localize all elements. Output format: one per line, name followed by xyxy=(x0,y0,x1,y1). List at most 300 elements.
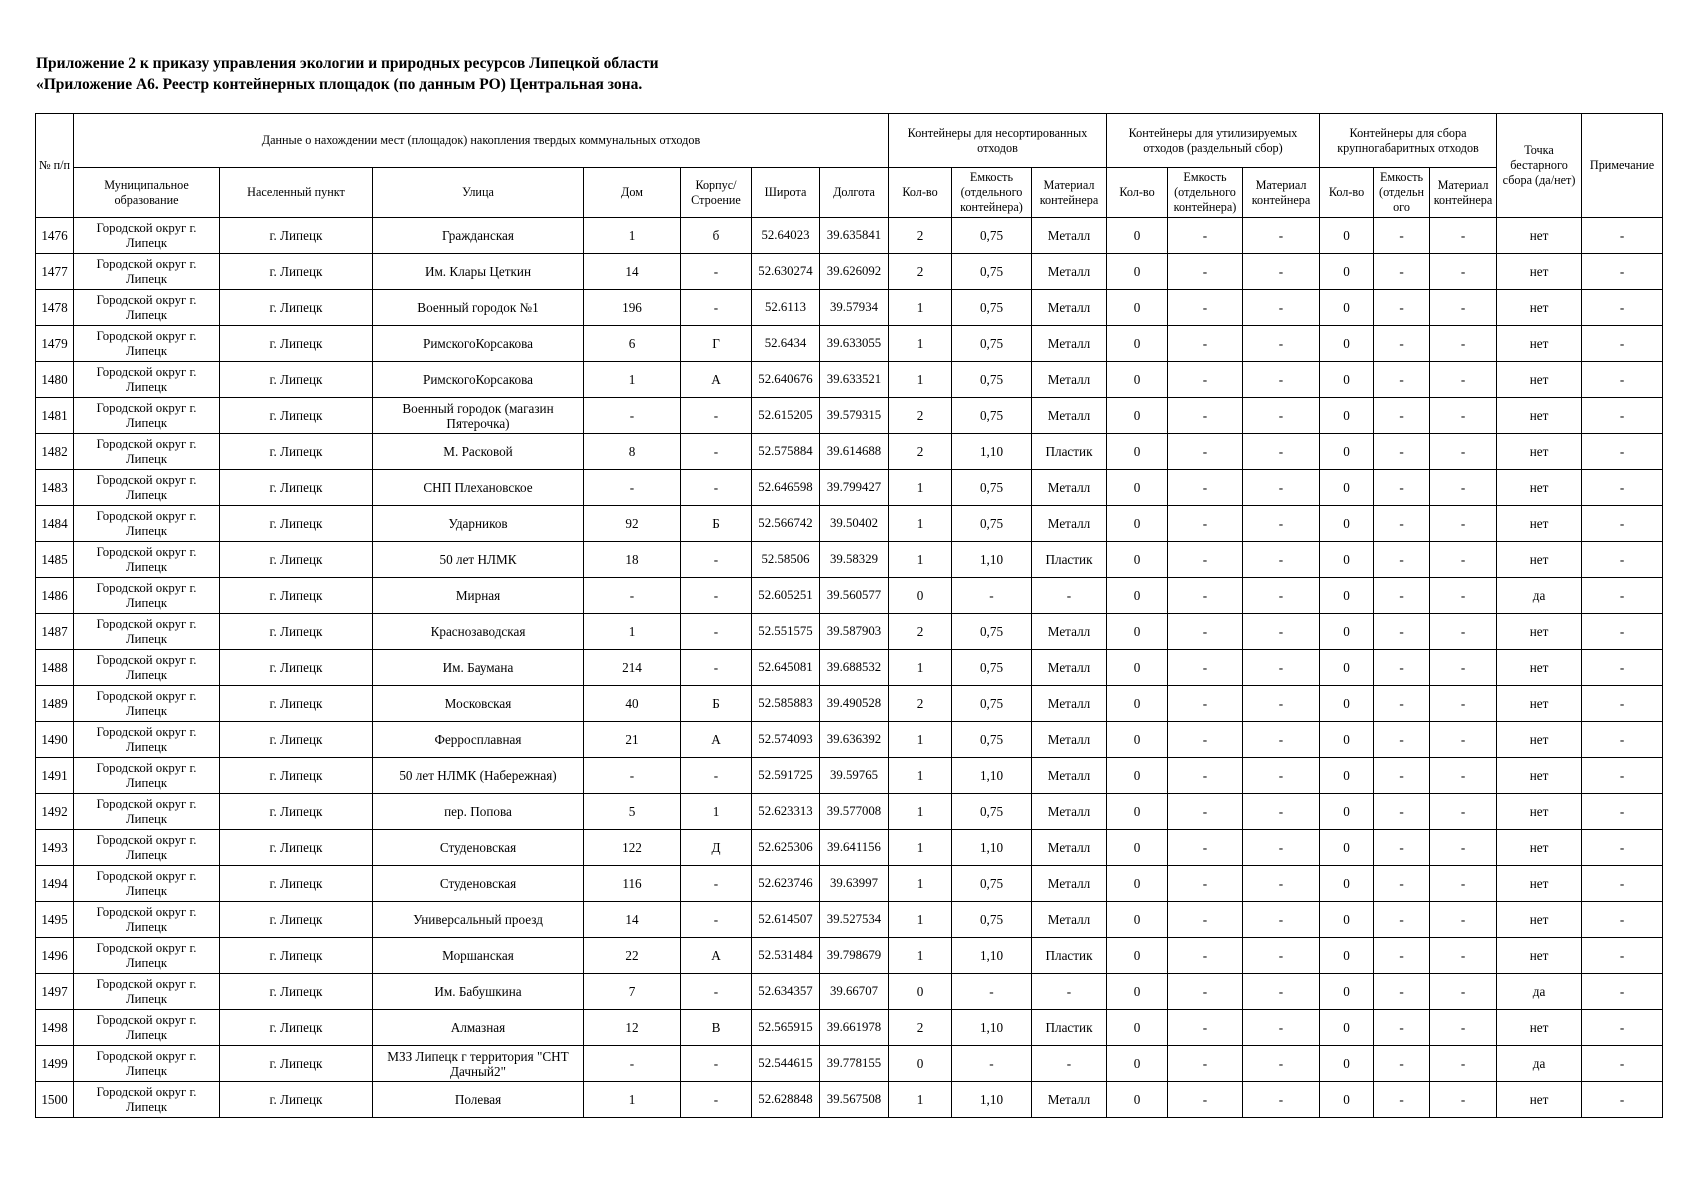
cell-recyclable-material: - xyxy=(1243,1046,1320,1082)
cell-building: б xyxy=(681,218,752,254)
cell-row-number: 1497 xyxy=(36,974,74,1010)
cell-note: - xyxy=(1582,938,1663,974)
cell-bulky-material: - xyxy=(1430,794,1497,830)
cell-settlement: г. Липецк xyxy=(220,614,373,650)
cell-recyclable-capacity: - xyxy=(1168,758,1243,794)
header-recyclable-capacity: Емкость (отдельного контейнера) xyxy=(1168,168,1243,218)
cell-recyclable-count: 0 xyxy=(1107,686,1168,722)
cell-note: - xyxy=(1582,974,1663,1010)
cell-settlement: г. Липецк xyxy=(220,722,373,758)
cell-row-number: 1494 xyxy=(36,866,74,902)
cell-house: 14 xyxy=(584,254,681,290)
cell-unsorted-capacity: 0,75 xyxy=(952,218,1032,254)
cell-house: - xyxy=(584,398,681,434)
table-row xyxy=(36,506,1663,542)
cell-unsorted-count: 2 xyxy=(889,1010,952,1046)
cell-recyclable-material: - xyxy=(1243,866,1320,902)
cell-bulky-capacity: - xyxy=(1374,614,1430,650)
cell-house: 6 xyxy=(584,326,681,362)
cell-recyclable-capacity: - xyxy=(1168,830,1243,866)
cell-bulky-capacity: - xyxy=(1374,578,1430,614)
cell-building: - xyxy=(681,290,752,326)
cell-building: Г xyxy=(681,326,752,362)
title-line-1: Приложение 2 к приказу управления экологии и природных ресурсов Липецкой области xyxy=(36,55,659,72)
table-row xyxy=(36,362,1663,398)
cell-row-number: 1488 xyxy=(36,650,74,686)
cell-house: 14 xyxy=(584,902,681,938)
table-row xyxy=(36,398,1663,434)
cell-municipality: Городской округ г. Липецк xyxy=(74,398,220,434)
cell-bulky-count: 0 xyxy=(1320,1046,1374,1082)
cell-recyclable-count: 0 xyxy=(1107,578,1168,614)
cell-longitude: 39.63997 xyxy=(820,866,889,902)
cell-house: 1 xyxy=(584,218,681,254)
cell-row-number: 1477 xyxy=(36,254,74,290)
cell-bulky-material: - xyxy=(1430,326,1497,362)
cell-house: 8 xyxy=(584,434,681,470)
cell-bulk-point: нет xyxy=(1497,326,1582,362)
cell-bulky-capacity: - xyxy=(1374,758,1430,794)
cell-bulky-count: 0 xyxy=(1320,758,1374,794)
cell-longitude: 39.66707 xyxy=(820,974,889,1010)
cell-longitude: 39.560577 xyxy=(820,578,889,614)
cell-bulky-capacity: - xyxy=(1374,398,1430,434)
cell-bulky-count: 0 xyxy=(1320,1010,1374,1046)
cell-street: Московская xyxy=(373,686,584,722)
cell-note: - xyxy=(1582,218,1663,254)
table-row xyxy=(36,938,1663,974)
cell-row-number: 1478 xyxy=(36,290,74,326)
cell-note: - xyxy=(1582,506,1663,542)
cell-municipality: Городской округ г. Липецк xyxy=(74,290,220,326)
cell-latitude: 52.614507 xyxy=(752,902,820,938)
cell-bulky-capacity: - xyxy=(1374,938,1430,974)
cell-street: Краснозаводская xyxy=(373,614,584,650)
table-row xyxy=(36,254,1663,290)
cell-street: РимскогоКорсакова xyxy=(373,362,584,398)
cell-unsorted-count: 2 xyxy=(889,254,952,290)
cell-bulky-count: 0 xyxy=(1320,290,1374,326)
cell-bulky-material: - xyxy=(1430,1046,1497,1082)
cell-row-number: 1482 xyxy=(36,434,74,470)
cell-bulky-material: - xyxy=(1430,1082,1497,1118)
table-row xyxy=(36,614,1663,650)
cell-house: 22 xyxy=(584,938,681,974)
table-header xyxy=(36,114,1663,218)
cell-bulk-point: нет xyxy=(1497,542,1582,578)
cell-latitude: 52.64023 xyxy=(752,218,820,254)
cell-unsorted-capacity: 0,75 xyxy=(952,506,1032,542)
cell-recyclable-count: 0 xyxy=(1107,290,1168,326)
cell-latitude: 52.566742 xyxy=(752,506,820,542)
cell-recyclable-capacity: - xyxy=(1168,614,1243,650)
cell-municipality: Городской округ г. Липецк xyxy=(74,614,220,650)
cell-building: Д xyxy=(681,830,752,866)
cell-unsorted-material: Металл xyxy=(1032,470,1107,506)
cell-note: - xyxy=(1582,1046,1663,1082)
cell-municipality: Городской округ г. Липецк xyxy=(74,722,220,758)
cell-municipality: Городской округ г. Липецк xyxy=(74,254,220,290)
cell-row-number: 1490 xyxy=(36,722,74,758)
cell-longitude: 39.587903 xyxy=(820,614,889,650)
cell-unsorted-capacity: 0,75 xyxy=(952,722,1032,758)
cell-unsorted-capacity: 0,75 xyxy=(952,686,1032,722)
cell-note: - xyxy=(1582,1010,1663,1046)
cell-bulky-capacity: - xyxy=(1374,290,1430,326)
cell-latitude: 52.628848 xyxy=(752,1082,820,1118)
cell-building: - xyxy=(681,758,752,794)
cell-bulky-material: - xyxy=(1430,614,1497,650)
cell-bulk-point: нет xyxy=(1497,686,1582,722)
title-line-2: «Приложение А6. Реестр контейнерных площадок (по данным РО) Центральная зона. xyxy=(36,76,643,93)
cell-note: - xyxy=(1582,686,1663,722)
cell-street: Военный городок №1 xyxy=(373,290,584,326)
cell-street: Им. Баумана xyxy=(373,650,584,686)
cell-note: - xyxy=(1582,902,1663,938)
cell-bulky-count: 0 xyxy=(1320,542,1374,578)
table-row xyxy=(36,1046,1663,1082)
cell-bulky-material: - xyxy=(1430,830,1497,866)
cell-bulky-count: 0 xyxy=(1320,398,1374,434)
table-row xyxy=(36,758,1663,794)
cell-bulky-count: 0 xyxy=(1320,974,1374,1010)
cell-house: 7 xyxy=(584,974,681,1010)
cell-settlement: г. Липецк xyxy=(220,1010,373,1046)
cell-recyclable-capacity: - xyxy=(1168,542,1243,578)
cell-street: Студеновская xyxy=(373,866,584,902)
cell-latitude: 52.623313 xyxy=(752,794,820,830)
cell-settlement: г. Липецк xyxy=(220,1082,373,1118)
cell-bulky-material: - xyxy=(1430,758,1497,794)
cell-longitude: 39.626092 xyxy=(820,254,889,290)
cell-latitude: 52.630274 xyxy=(752,254,820,290)
cell-street: РимскогоКорсакова xyxy=(373,326,584,362)
cell-unsorted-material: Металл xyxy=(1032,902,1107,938)
cell-bulky-material: - xyxy=(1430,470,1497,506)
cell-house: 5 xyxy=(584,794,681,830)
cell-bulk-point: да xyxy=(1497,974,1582,1010)
cell-note: - xyxy=(1582,866,1663,902)
cell-latitude: 52.634357 xyxy=(752,974,820,1010)
cell-latitude: 52.625306 xyxy=(752,830,820,866)
cell-unsorted-count: 1 xyxy=(889,326,952,362)
cell-unsorted-material: Металл xyxy=(1032,794,1107,830)
cell-recyclable-count: 0 xyxy=(1107,650,1168,686)
cell-bulky-count: 0 xyxy=(1320,470,1374,506)
cell-longitude: 39.577008 xyxy=(820,794,889,830)
cell-settlement: г. Липецк xyxy=(220,866,373,902)
cell-building: - xyxy=(681,434,752,470)
cell-row-number: 1498 xyxy=(36,1010,74,1046)
cell-municipality: Городской округ г. Липецк xyxy=(74,1010,220,1046)
cell-longitude: 39.641156 xyxy=(820,830,889,866)
table-row xyxy=(36,326,1663,362)
cell-building: А xyxy=(681,938,752,974)
cell-unsorted-material: Металл xyxy=(1032,506,1107,542)
cell-unsorted-material: Пластик xyxy=(1032,434,1107,470)
cell-bulky-count: 0 xyxy=(1320,506,1374,542)
header-recyclable-count: Кол-во xyxy=(1107,168,1168,218)
cell-unsorted-count: 1 xyxy=(889,470,952,506)
cell-municipality: Городской округ г. Липецк xyxy=(74,542,220,578)
cell-bulk-point: нет xyxy=(1497,794,1582,830)
table-row xyxy=(36,902,1663,938)
cell-row-number: 1484 xyxy=(36,506,74,542)
table-row xyxy=(36,794,1663,830)
cell-longitude: 39.57934 xyxy=(820,290,889,326)
cell-recyclable-count: 0 xyxy=(1107,902,1168,938)
cell-row-number: 1479 xyxy=(36,326,74,362)
cell-bulky-material: - xyxy=(1430,1010,1497,1046)
cell-house: 196 xyxy=(584,290,681,326)
cell-building: Б xyxy=(681,686,752,722)
cell-bulk-point: да xyxy=(1497,578,1582,614)
cell-house: 92 xyxy=(584,506,681,542)
cell-bulky-count: 0 xyxy=(1320,434,1374,470)
cell-municipality: Городской округ г. Липецк xyxy=(74,758,220,794)
cell-municipality: Городской округ г. Липецк xyxy=(74,218,220,254)
cell-bulky-capacity: - xyxy=(1374,1010,1430,1046)
cell-row-number: 1493 xyxy=(36,830,74,866)
table-row xyxy=(36,434,1663,470)
cell-recyclable-capacity: - xyxy=(1168,254,1243,290)
cell-bulky-capacity: - xyxy=(1374,434,1430,470)
cell-house: 116 xyxy=(584,866,681,902)
cell-recyclable-material: - xyxy=(1243,722,1320,758)
cell-recyclable-material: - xyxy=(1243,1010,1320,1046)
cell-recyclable-count: 0 xyxy=(1107,866,1168,902)
cell-bulky-count: 0 xyxy=(1320,902,1374,938)
cell-recyclable-count: 0 xyxy=(1107,326,1168,362)
cell-street: Им. Клары Цеткин xyxy=(373,254,584,290)
table-row xyxy=(36,722,1663,758)
cell-unsorted-count: 1 xyxy=(889,866,952,902)
cell-house: 1 xyxy=(584,362,681,398)
cell-recyclable-capacity: - xyxy=(1168,326,1243,362)
cell-settlement: г. Липецк xyxy=(220,398,373,434)
cell-longitude: 39.799427 xyxy=(820,470,889,506)
table-row xyxy=(36,686,1663,722)
cell-street: Полевая xyxy=(373,1082,584,1118)
header-location-group: Данные о нахождении мест (площадок) накопления твердых коммунальных отходов xyxy=(74,114,889,168)
cell-note: - xyxy=(1582,362,1663,398)
cell-settlement: г. Липецк xyxy=(220,506,373,542)
cell-unsorted-count: 1 xyxy=(889,542,952,578)
cell-recyclable-count: 0 xyxy=(1107,794,1168,830)
cell-recyclable-material: - xyxy=(1243,254,1320,290)
header-bulky-group: Контейнеры для сбора крупногабаритных отходов xyxy=(1320,114,1497,168)
cell-unsorted-capacity: 1,10 xyxy=(952,938,1032,974)
cell-bulky-material: - xyxy=(1430,398,1497,434)
cell-house: 122 xyxy=(584,830,681,866)
cell-house: 18 xyxy=(584,542,681,578)
cell-bulky-material: - xyxy=(1430,866,1497,902)
cell-building: А xyxy=(681,362,752,398)
cell-row-number: 1483 xyxy=(36,470,74,506)
cell-bulky-material: - xyxy=(1430,686,1497,722)
cell-unsorted-count: 0 xyxy=(889,578,952,614)
cell-unsorted-material: Металл xyxy=(1032,758,1107,794)
cell-latitude: 52.591725 xyxy=(752,758,820,794)
cell-recyclable-count: 0 xyxy=(1107,974,1168,1010)
cell-street: Моршанская xyxy=(373,938,584,974)
cell-note: - xyxy=(1582,794,1663,830)
cell-bulky-material: - xyxy=(1430,938,1497,974)
cell-bulky-capacity: - xyxy=(1374,470,1430,506)
cell-recyclable-count: 0 xyxy=(1107,542,1168,578)
cell-unsorted-capacity: 0,75 xyxy=(952,794,1032,830)
cell-latitude: 52.565915 xyxy=(752,1010,820,1046)
header-unsorted-group: Контейнеры для несортированных отходов xyxy=(889,114,1107,168)
cell-bulky-capacity: - xyxy=(1374,218,1430,254)
cell-unsorted-capacity: 0,75 xyxy=(952,650,1032,686)
cell-bulk-point: нет xyxy=(1497,902,1582,938)
cell-unsorted-material: Металл xyxy=(1032,290,1107,326)
cell-bulky-capacity: - xyxy=(1374,974,1430,1010)
cell-longitude: 39.635841 xyxy=(820,218,889,254)
cell-unsorted-material: Металл xyxy=(1032,614,1107,650)
cell-recyclable-count: 0 xyxy=(1107,218,1168,254)
cell-recyclable-capacity: - xyxy=(1168,938,1243,974)
cell-unsorted-capacity: 0,75 xyxy=(952,866,1032,902)
cell-building: А xyxy=(681,722,752,758)
cell-bulk-point: нет xyxy=(1497,1082,1582,1118)
cell-recyclable-material: - xyxy=(1243,470,1320,506)
cell-building: - xyxy=(681,1082,752,1118)
cell-building: 1 xyxy=(681,794,752,830)
cell-settlement: г. Липецк xyxy=(220,290,373,326)
cell-bulky-capacity: - xyxy=(1374,722,1430,758)
cell-settlement: г. Липецк xyxy=(220,578,373,614)
cell-unsorted-count: 1 xyxy=(889,362,952,398)
cell-street: 50 лет НЛМК (Набережная) xyxy=(373,758,584,794)
cell-municipality: Городской округ г. Липецк xyxy=(74,470,220,506)
cell-recyclable-count: 0 xyxy=(1107,722,1168,758)
cell-longitude: 39.633055 xyxy=(820,326,889,362)
header-unsorted-capacity: Емкость (отдельного контейнера) xyxy=(952,168,1032,218)
cell-settlement: г. Липецк xyxy=(220,650,373,686)
header-unsorted-count: Кол-во xyxy=(889,168,952,218)
cell-recyclable-capacity: - xyxy=(1168,794,1243,830)
cell-latitude: 52.605251 xyxy=(752,578,820,614)
cell-bulky-capacity: - xyxy=(1374,542,1430,578)
cell-unsorted-material: Металл xyxy=(1032,218,1107,254)
cell-municipality: Городской округ г. Липецк xyxy=(74,830,220,866)
cell-settlement: г. Липецк xyxy=(220,938,373,974)
cell-bulk-point: нет xyxy=(1497,218,1582,254)
cell-municipality: Городской округ г. Липецк xyxy=(74,326,220,362)
cell-house: - xyxy=(584,1046,681,1082)
cell-municipality: Городской округ г. Липецк xyxy=(74,506,220,542)
cell-municipality: Городской округ г. Липецк xyxy=(74,866,220,902)
cell-bulk-point: нет xyxy=(1497,470,1582,506)
cell-house: 214 xyxy=(584,650,681,686)
cell-bulky-capacity: - xyxy=(1374,1082,1430,1118)
cell-unsorted-count: 1 xyxy=(889,650,952,686)
cell-latitude: 52.646598 xyxy=(752,470,820,506)
cell-latitude: 52.574093 xyxy=(752,722,820,758)
cell-unsorted-material: Металл xyxy=(1032,398,1107,434)
cell-bulky-capacity: - xyxy=(1374,506,1430,542)
cell-row-number: 1485 xyxy=(36,542,74,578)
cell-unsorted-material: Металл xyxy=(1032,830,1107,866)
cell-municipality: Городской округ г. Липецк xyxy=(74,1082,220,1118)
cell-unsorted-capacity: 1,10 xyxy=(952,758,1032,794)
cell-settlement: г. Липецк xyxy=(220,1046,373,1082)
cell-settlement: г. Липецк xyxy=(220,470,373,506)
cell-building: - xyxy=(681,398,752,434)
cell-unsorted-count: 0 xyxy=(889,974,952,1010)
cell-recyclable-material: - xyxy=(1243,758,1320,794)
cell-bulky-count: 0 xyxy=(1320,326,1374,362)
cell-longitude: 39.527534 xyxy=(820,902,889,938)
cell-bulky-count: 0 xyxy=(1320,794,1374,830)
cell-longitude: 39.58329 xyxy=(820,542,889,578)
cell-recyclable-material: - xyxy=(1243,398,1320,434)
cell-recyclable-capacity: - xyxy=(1168,398,1243,434)
cell-note: - xyxy=(1582,290,1663,326)
cell-bulk-point: нет xyxy=(1497,722,1582,758)
header-bulky-count: Кол-во xyxy=(1320,168,1374,218)
cell-unsorted-capacity: 0,75 xyxy=(952,902,1032,938)
cell-building: - xyxy=(681,614,752,650)
cell-municipality: Городской округ г. Липецк xyxy=(74,434,220,470)
cell-latitude: 52.6434 xyxy=(752,326,820,362)
cell-settlement: г. Липецк xyxy=(220,686,373,722)
cell-unsorted-capacity: 1,10 xyxy=(952,542,1032,578)
cell-note: - xyxy=(1582,470,1663,506)
cell-building: - xyxy=(681,542,752,578)
cell-bulky-material: - xyxy=(1430,434,1497,470)
cell-bulky-material: - xyxy=(1430,254,1497,290)
cell-recyclable-material: - xyxy=(1243,434,1320,470)
cell-note: - xyxy=(1582,542,1663,578)
cell-unsorted-material: - xyxy=(1032,578,1107,614)
header-bulk-point: Точка бестарного сбора (да/нет) xyxy=(1497,114,1582,218)
cell-unsorted-count: 2 xyxy=(889,398,952,434)
cell-unsorted-capacity: 0,75 xyxy=(952,614,1032,650)
cell-recyclable-count: 0 xyxy=(1107,614,1168,650)
cell-unsorted-count: 1 xyxy=(889,290,952,326)
cell-bulky-material: - xyxy=(1430,650,1497,686)
cell-bulky-count: 0 xyxy=(1320,362,1374,398)
cell-bulky-capacity: - xyxy=(1374,1046,1430,1082)
cell-unsorted-material: Металл xyxy=(1032,722,1107,758)
cell-note: - xyxy=(1582,578,1663,614)
cell-municipality: Городской округ г. Липецк xyxy=(74,650,220,686)
cell-bulky-material: - xyxy=(1430,506,1497,542)
cell-bulky-capacity: - xyxy=(1374,326,1430,362)
cell-row-number: 1492 xyxy=(36,794,74,830)
cell-bulky-capacity: - xyxy=(1374,830,1430,866)
cell-unsorted-material: Металл xyxy=(1032,362,1107,398)
cell-bulk-point: нет xyxy=(1497,254,1582,290)
cell-unsorted-count: 1 xyxy=(889,830,952,866)
cell-recyclable-material: - xyxy=(1243,794,1320,830)
cell-settlement: г. Липецк xyxy=(220,326,373,362)
header-recyclable-group: Контейнеры для утилизируемых отходов (раздельный сбор) xyxy=(1107,114,1320,168)
cell-row-number: 1476 xyxy=(36,218,74,254)
header-unsorted-material: Материал контейнера xyxy=(1032,168,1107,218)
cell-recyclable-material: - xyxy=(1243,542,1320,578)
table-row xyxy=(36,218,1663,254)
cell-recyclable-count: 0 xyxy=(1107,830,1168,866)
table-row xyxy=(36,1082,1663,1118)
cell-bulky-capacity: - xyxy=(1374,362,1430,398)
table-row xyxy=(36,542,1663,578)
cell-recyclable-material: - xyxy=(1243,326,1320,362)
cell-note: - xyxy=(1582,1082,1663,1118)
